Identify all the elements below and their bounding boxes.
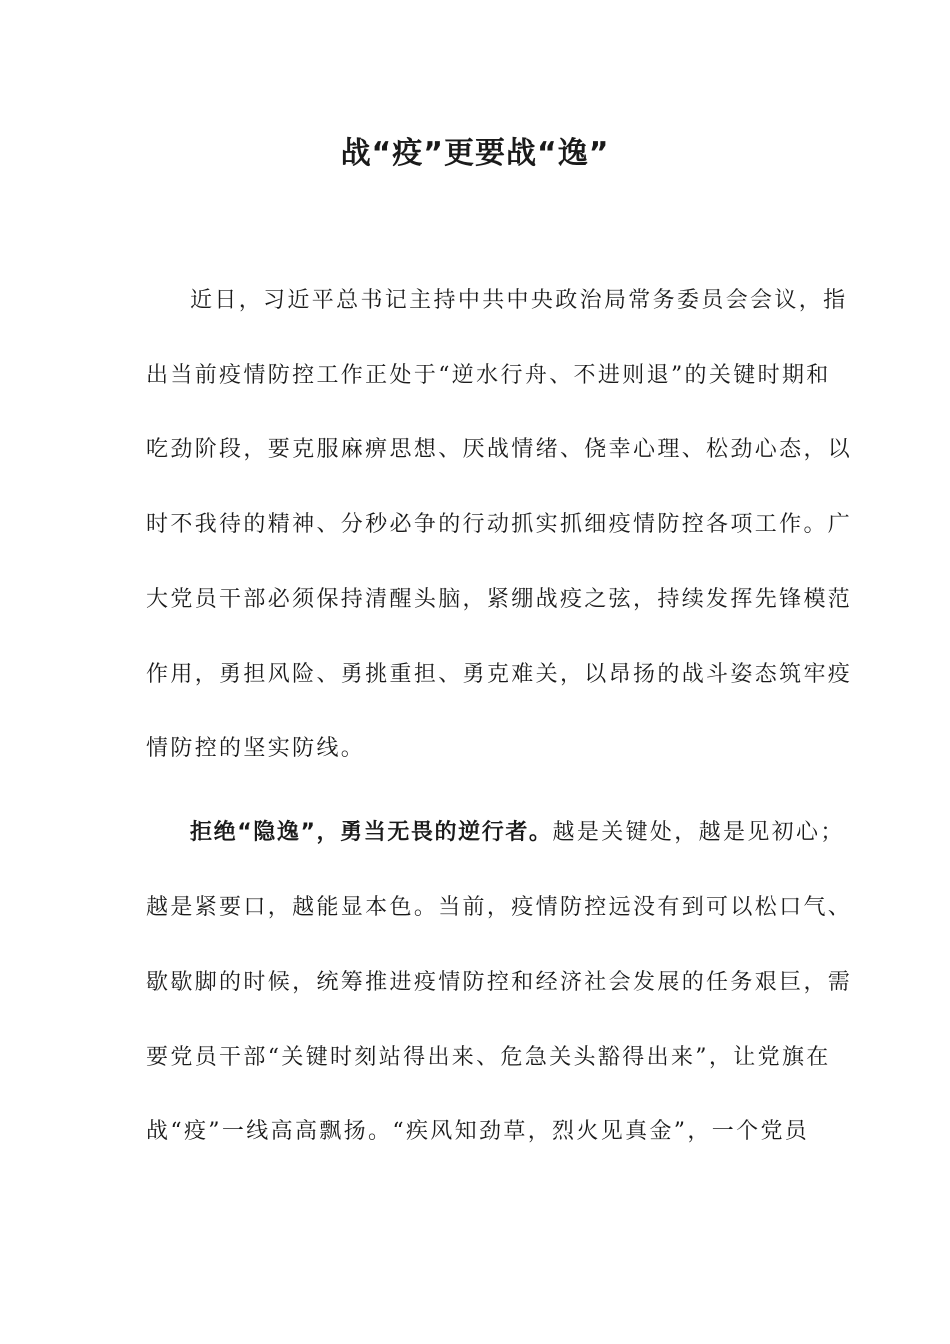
paragraph-line: 战“疫”一线高高飘扬。“疾风知劲草，烈火见真金”，一个党员	[146, 1119, 810, 1144]
paragraph-line: 近日，习近平总书记主持中共中央政治局常务委员会会议，指	[190, 288, 848, 313]
paragraph-first-line	[190, 818, 845, 848]
paragraph-line-rest: 越是关键处，越是见初心；	[552, 820, 845, 845]
paragraph-line: 情防控的坚实防线。	[146, 736, 366, 761]
paragraph-lead-heading: 拒绝“隐逸”，勇当无畏的逆行者。	[190, 820, 553, 845]
paragraph-line: 时不我待的精神、分秒必争的行动抓实抓细疫情防控各项工作。广	[146, 512, 853, 537]
paragraph-line: 歇歇脚的时候，统筹推进疫情防控和经济社会发展的任务艰巨，需	[146, 970, 853, 995]
paragraph-line: 吃劲阶段，要克服麻痹思想、厌战情绪、侥幸心理、松劲心态，以	[146, 437, 853, 462]
paragraph-line: 越是紧要口，越能显本色。当前，疫情防控远没有到可以松口气、	[146, 895, 853, 920]
paragraph-line: 大党员干部必须保持清醒头脑，紧绷战疫之弦，持续发挥先锋模范	[146, 587, 853, 612]
paragraph-line: 作用，勇担风险、勇挑重担、勇克难关，以昂扬的战斗姿态筑牢疫	[146, 662, 853, 687]
document-title: 战“疫”更要战“逸”	[340, 136, 610, 171]
paragraph-line: 出当前疫情防控工作正处于“逆水行舟、不进则退”的关键时期和	[146, 363, 831, 388]
paragraph-line: 要党员干部“关键时刻站得出来、危急关头豁得出来”，让党旗在	[146, 1045, 831, 1070]
